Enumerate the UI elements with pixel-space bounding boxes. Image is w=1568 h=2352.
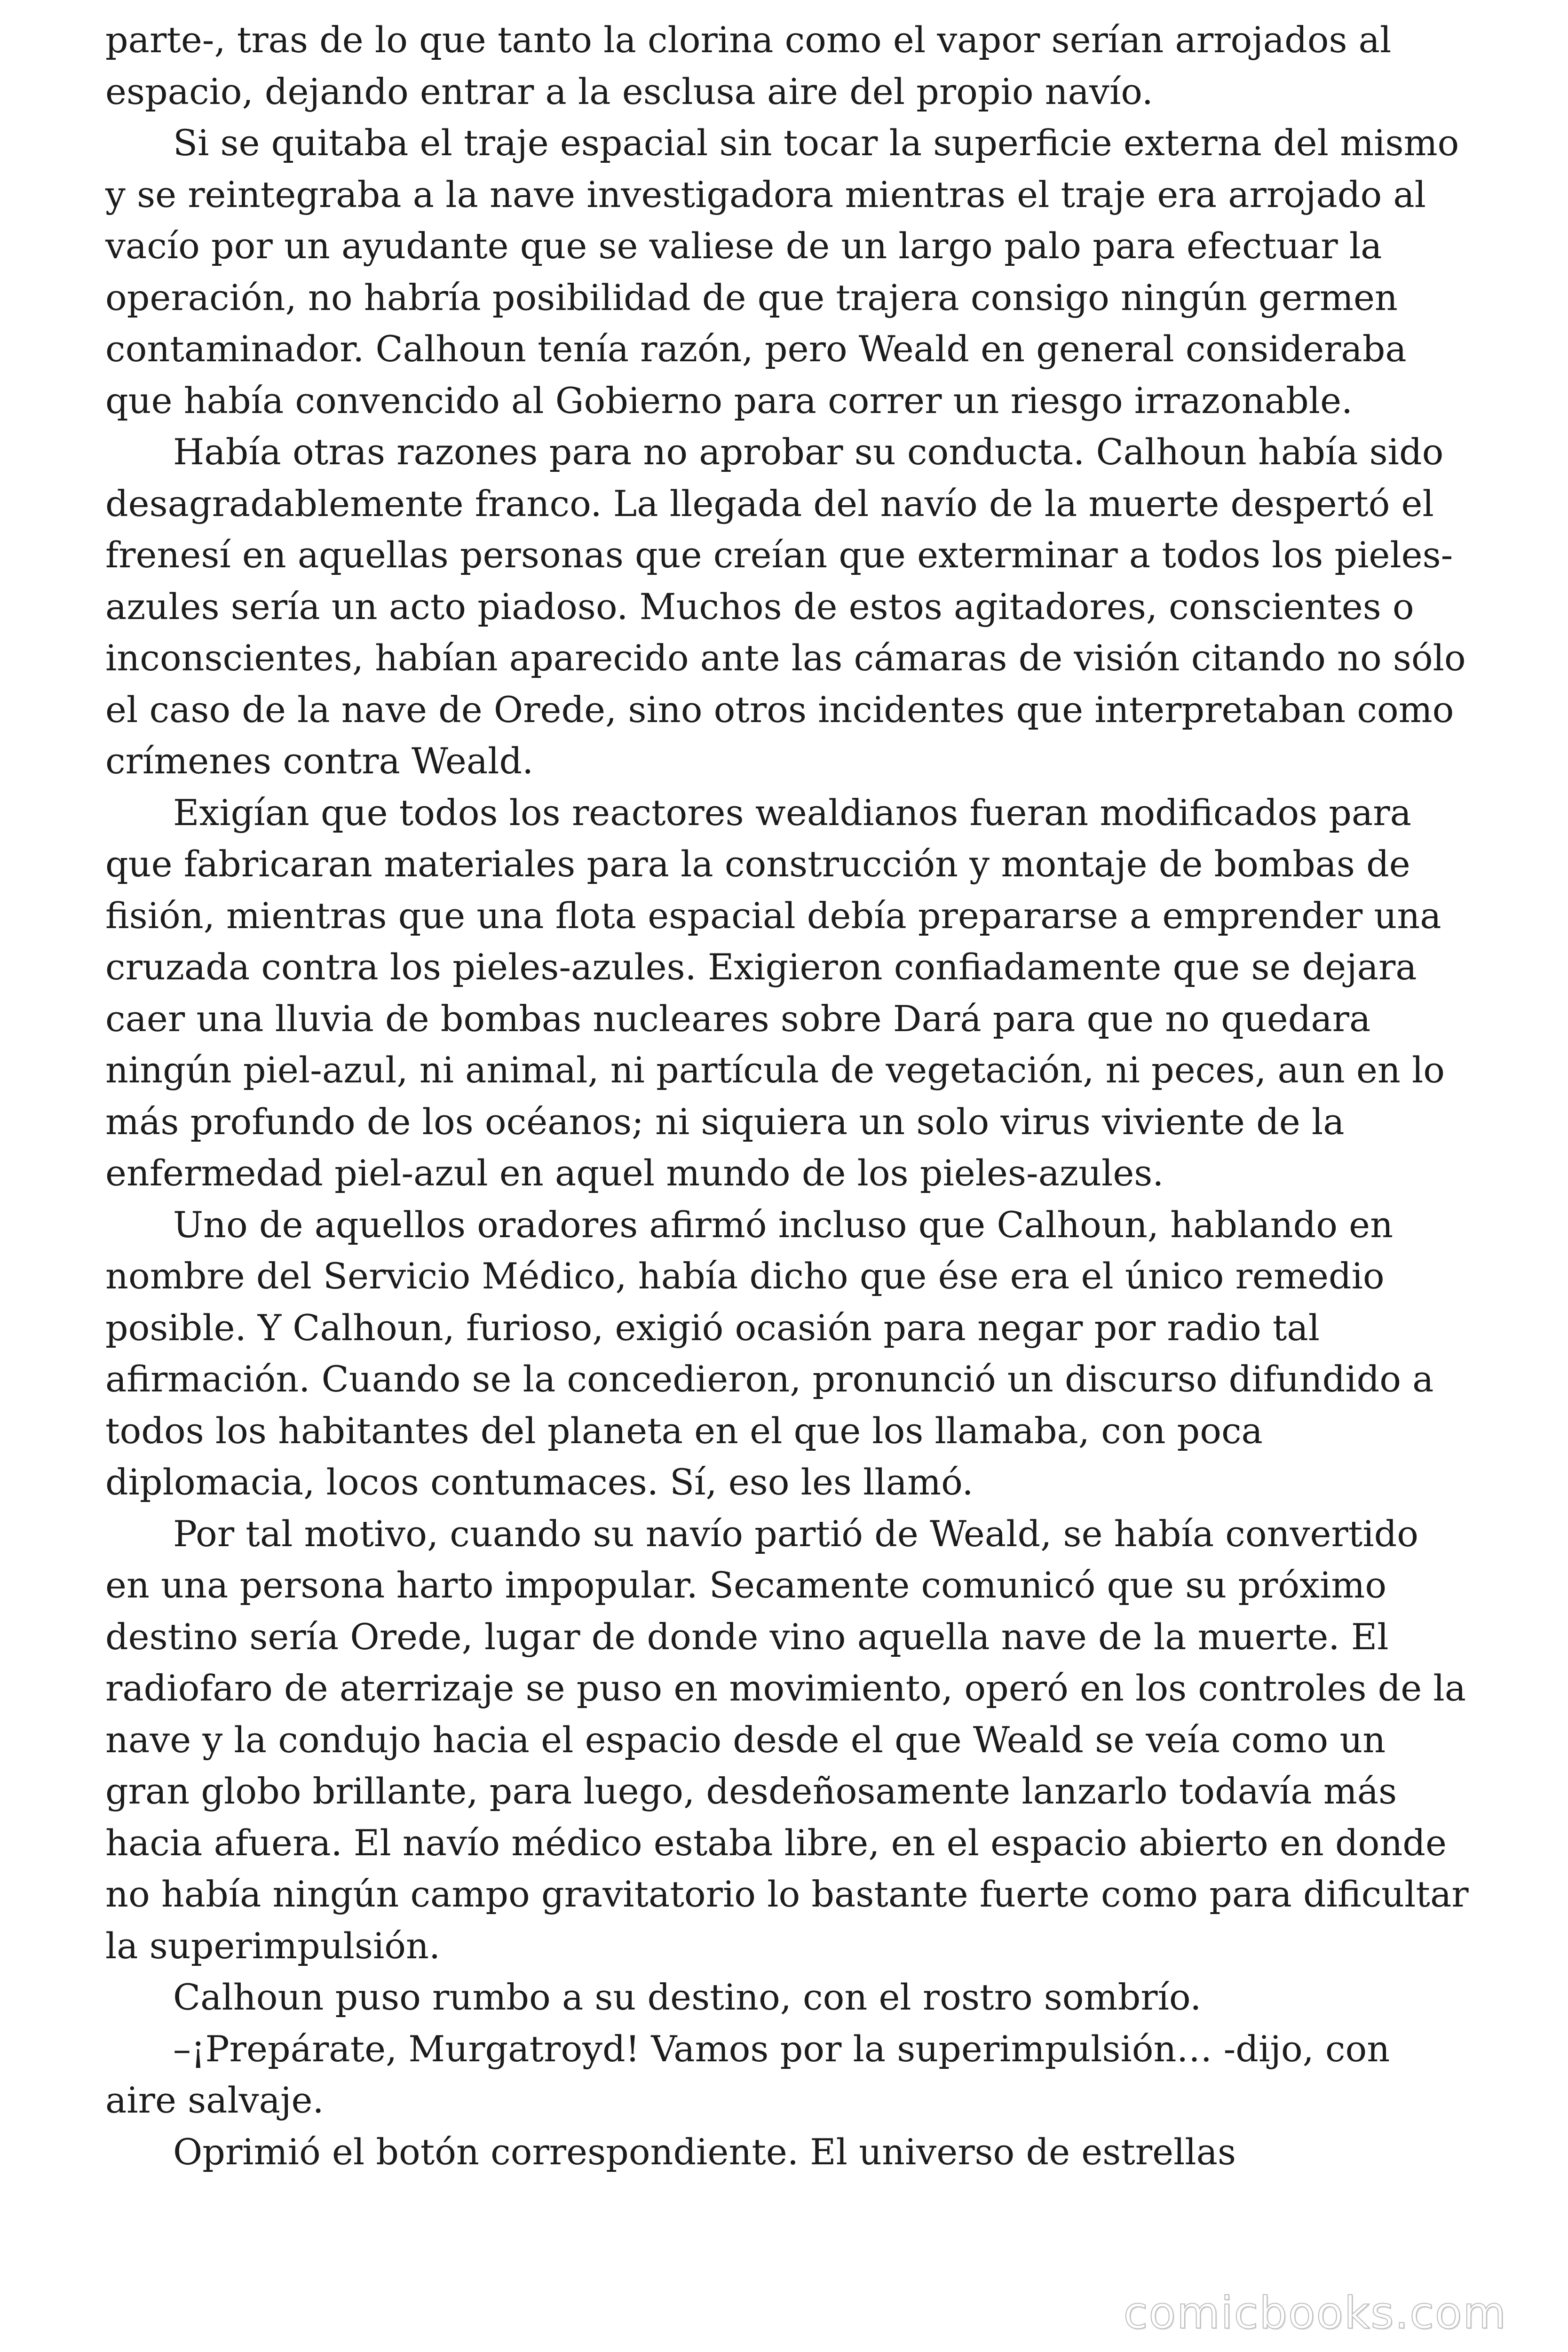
paragraph: Exigían que todos los reactores wealdianos fueran modificados para que fabricaran materiales para la construcción y montaje de bombas de fisión, mientras que una flota espacial debía prepararse a emprender una cruzada contra los pieles-azules. Exigieron confiadamente que se dejara caer una lluvia de bombas nucleares sobre Dará para que no quedara ningún piel-azul, ni animal, ni partícula de vegetación, ni peces, aun en lo más profundo de los océanos; ni siquiera un solo virus viviente de la enfermedad piel-azul en aquel mundo de los pieles-azules. [105,791,1445,1194]
paragraph: Uno de aquellos oradores afirmó incluso que Calhoun, hablando en nombre del Servicio Médico, había dicho que ése era el único remedio posible. Y Calhoun, furioso, exigió ocasión para negar por radio tal afirmación. Cuando se la concedieron, pronunció un discurso difundido a todos los habitantes del planeta en el que los llamaba, con poca diplomacia, locos contumaces. Sí, eso les llamó. [105,1203,1434,1503]
paragraph: parte-, tras de lo que tanto la clorina como el vapor serían arrojados al espacio, dejando entrar a la esclusa aire del propio navío. [105,19,1392,112]
watermark: comicbooks.com [1123,2288,1507,2339]
paragraph: –¡Prepárate, Murgatroyd! Vamos por la superimpulsión… -dijo, con aire salvaje. [105,2027,1390,2121]
book-page [105,14,1469,2177]
paragraph: Oprimió el botón correspondiente. El universo de estrellas [173,2130,1236,2173]
paragraph: Había otras razones para no aprobar su conducta. Calhoun había sido desagradablemente franco. La llegada del navío de la muerte despertó el frenesí en aquellas personas que creían que exterminar a todos los pieles-azules sería un acto piadoso. Muchos de estos agitadores, conscientes o inconscientes, habían aparecido ante las cámaras de visión citando no sólo el caso de la nave de Orede, sino otros incidentes que interpretaban como crímenes contra Weald. [105,431,1466,782]
paragraph: Si se quitaba el traje espacial sin tocar la superficie externa del mismo y se reintegraba a la nave investigadora mientras el traje era arrojado al vacío por un ayudante que se valiese de un largo palo para efectuar la operación, no habría posibilidad de que trajera consigo ningún germen contaminador. Calhoun tenía razón, pero Weald en general consideraba que había convencido al Gobierno para correr un riesgo irrazonable. [105,122,1459,421]
paragraph: Calhoun puso rumbo a su destino, con el rostro sombrío. [173,1976,1202,2018]
paragraph: Por tal motivo, cuando su navío partió de Weald, se había convertido en una persona harto impopular. Secamente comunicó que su próximo destino sería Orede, lugar de donde vino aquella nave de la muerte. El radiofaro de aterrizaje se puso en movimiento, operó en los controles de la nave y la condujo hacia el espacio desde el que Weald se veía como un gran globo brillante, para luego, desdeñosamente lanzarlo todavía más hacia afuera. El navío médico estaba libre, en el espacio abierto en donde no había ningún campo gravitatorio lo bastante fuerte como para dificultar la superimpulsión. [105,1512,1469,1967]
